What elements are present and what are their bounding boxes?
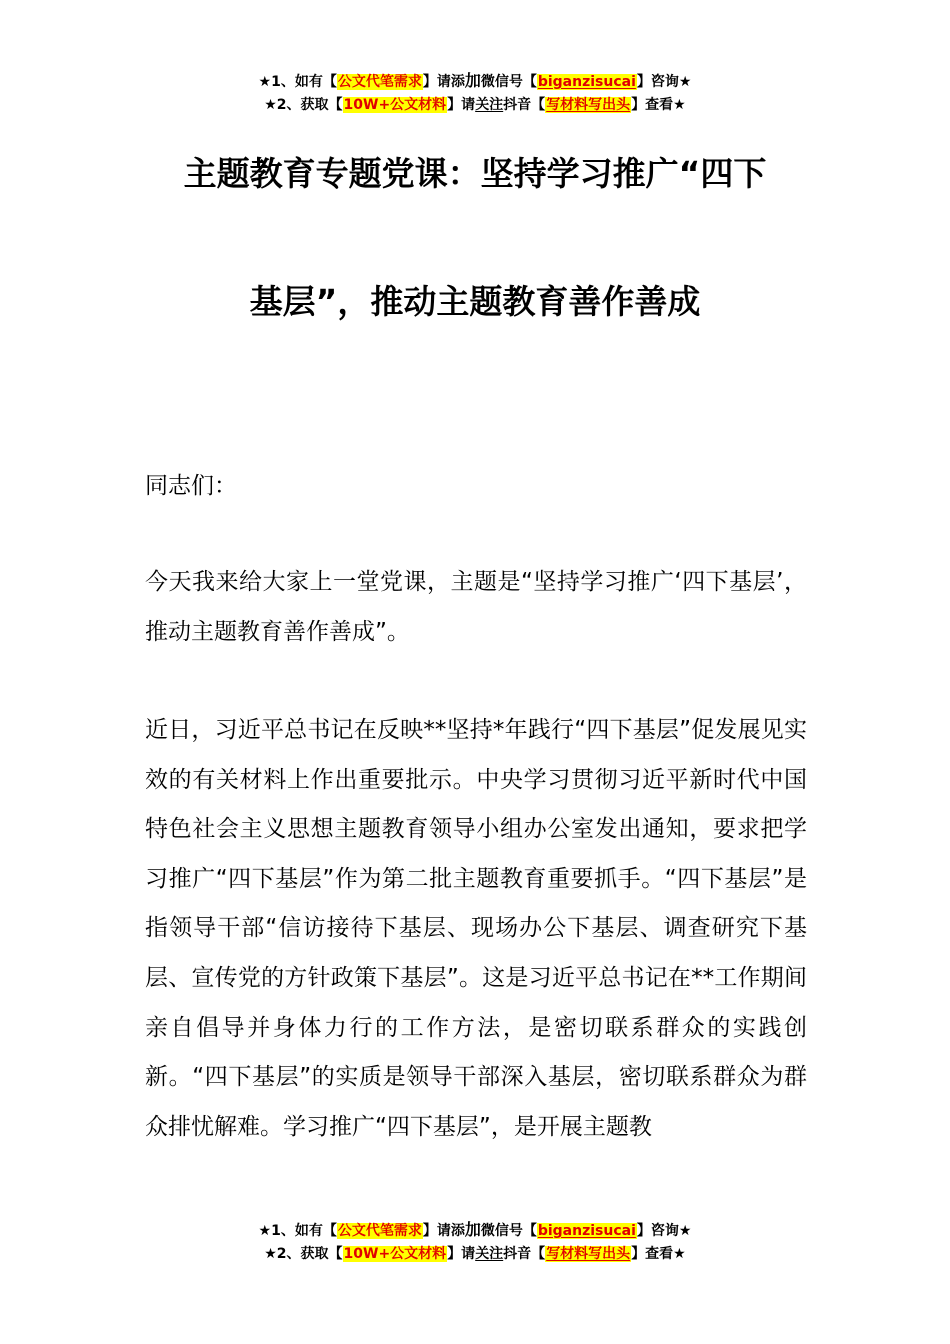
promo-text: 】咨询★ [636, 1223, 692, 1239]
promo-line-2 [0, 94, 950, 117]
promo-text: 加 [464, 1220, 481, 1239]
promo-text: 】请添 [422, 1223, 465, 1239]
promo-text: 微信号【 [480, 74, 537, 90]
promo-text: 关注 [475, 97, 504, 113]
promo-highlight-douyin: 写材料写出头 [546, 1246, 631, 1262]
document-title [145, 150, 805, 326]
promo-highlight-wechat-id: biganzisucai [537, 74, 636, 90]
promo-highlight-service: 公文代笔需求 [337, 74, 422, 90]
promo-text: 】请 [447, 97, 476, 113]
paragraph-1 [145, 558, 807, 657]
promo-highlight-service: 公文代笔需求 [337, 1223, 422, 1239]
paragraph-2-text: 近日，习近平总书记在反映**坚持*年践行“四下基层”促发展见实效的有关材料上作出重要批示。中央学习贯彻习近平新时代中国特色社会主义思想主题教育领导小组办公室发出通知，要求把学习推广“四下基层”作为第二批主题教育重要抓手。“四下基层”是指领导干部“信访接待下基层、现场办公下基层、调查研究下基层、宣传党的方针政策下基层”。这是习近平总书记在**工作期间亲自倡导并身体力行的工作方法，是密切联系群众的实践创新。“四下基层”的实质是领导干部深入基层，密切联系群众为群众排忧解难。学习推广“四下基层”，是开展主题教 [145, 717, 807, 1140]
greeting [145, 462, 807, 512]
promo-text: 】咨询★ [636, 74, 692, 90]
promo-text: 】请添 [422, 74, 465, 90]
promo-text: 】查看★ [631, 1246, 686, 1262]
promo-text: 微信号【 [480, 1223, 537, 1239]
promo-line-1 [0, 1218, 950, 1243]
promo-text: 】请 [447, 1246, 476, 1262]
promo-text: 抖音【 [503, 97, 546, 113]
promo-line-1 [0, 69, 950, 94]
promo-highlight-douyin: 写材料写出头 [546, 97, 631, 113]
promo-line-2 [0, 1243, 950, 1266]
promo-highlight-materials: 10W+公文材料 [343, 1246, 447, 1262]
promo-text: 抖音【 [503, 1246, 546, 1262]
promo-highlight-materials: 10W+公文材料 [343, 97, 447, 113]
promo-text: ★1、如有【 [258, 1223, 337, 1239]
promo-text: ★2、获取【 [264, 1246, 343, 1262]
promo-text: 关注 [475, 1246, 504, 1262]
promo-text: 】查看★ [631, 97, 686, 113]
greeting-text: 同志们： [145, 473, 237, 499]
bottom-promo-banner [0, 1218, 950, 1266]
promo-text: 加 [464, 71, 481, 90]
paragraph-2 [145, 706, 807, 1152]
promo-highlight-wechat-id: biganzisucai [537, 1223, 636, 1239]
title-line-1: 主题教育专题党课：坚持学习推广“四下 [183, 154, 767, 193]
promo-text: ★2、获取【 [264, 97, 343, 113]
paragraph-1-text: 今天我来给大家上一堂党课，主题是“坚持学习推广‘四下基层’，推动主题教育善作善成”。 [145, 569, 807, 645]
top-promo-banner [0, 69, 950, 117]
promo-text: ★1、如有【 [258, 74, 337, 90]
title-line-2: 基层”，推动主题教育善作善成 [249, 282, 701, 321]
